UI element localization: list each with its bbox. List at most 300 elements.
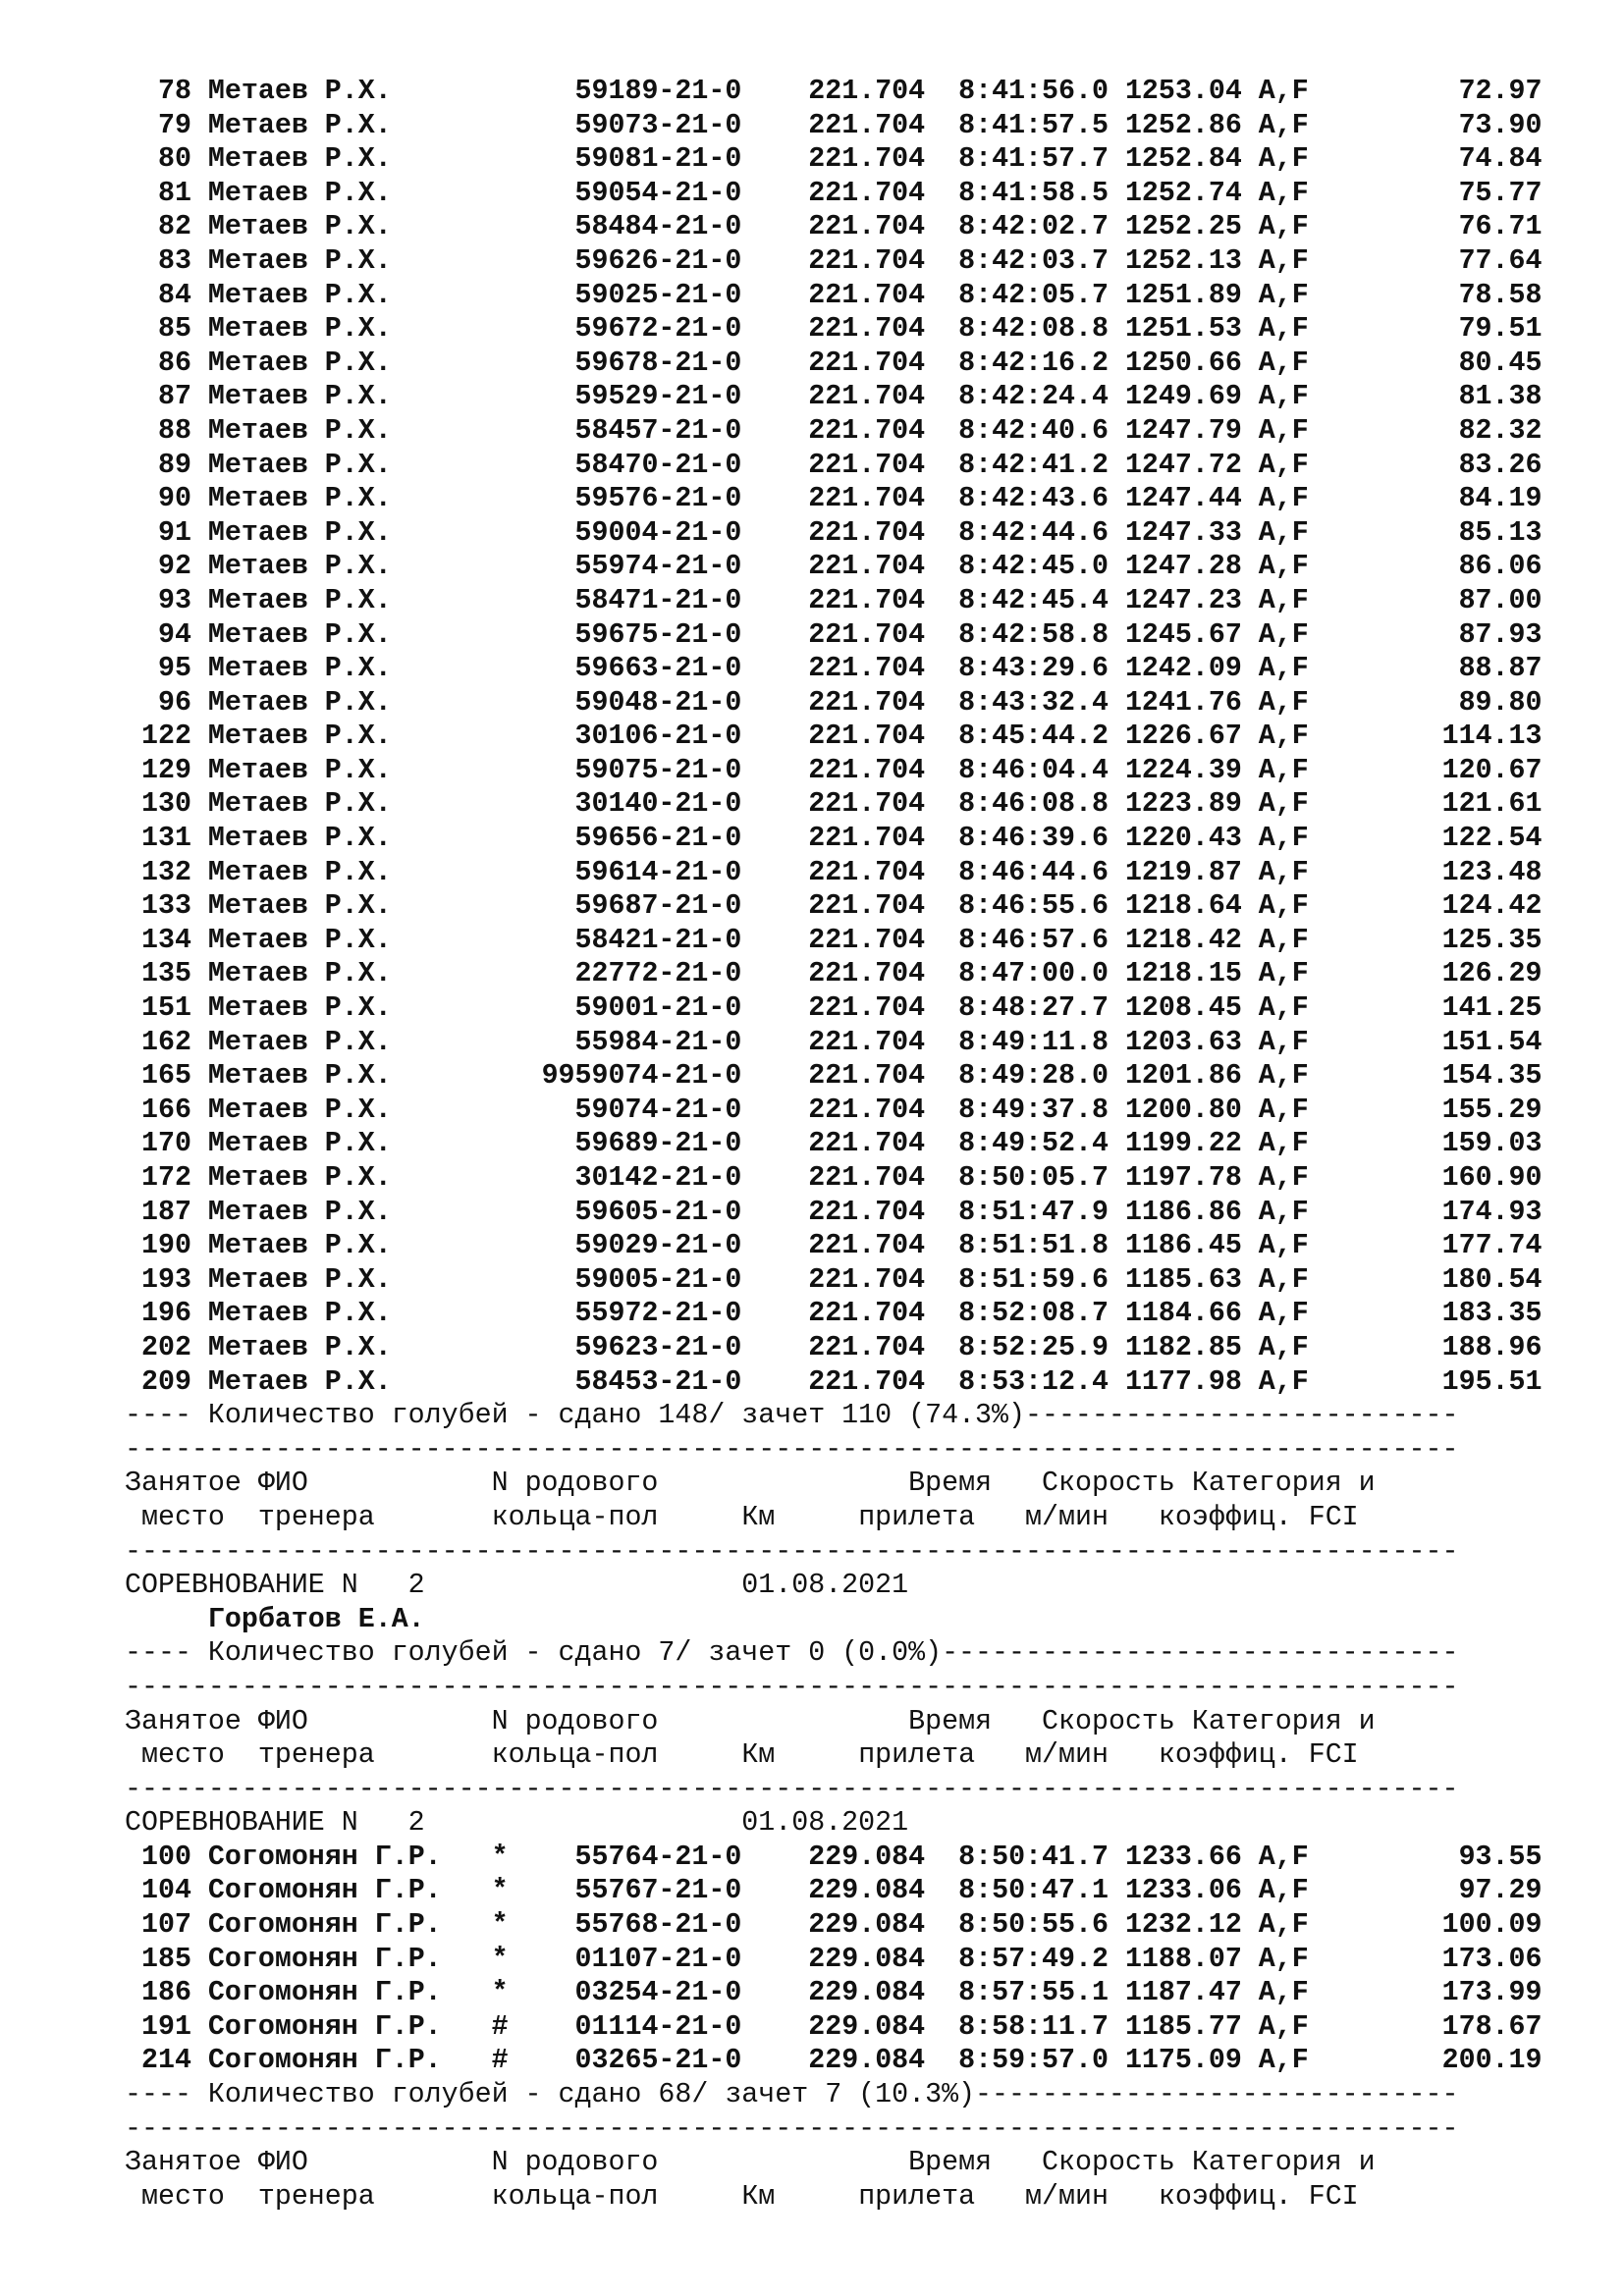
header-name-2: тренера bbox=[257, 1501, 375, 1533]
column-header-row-2 bbox=[125, 1501, 1543, 1535]
ring-number-cell: 59605-21-0 bbox=[574, 1196, 742, 1228]
trainer-name-cell: Метаев Р.Х. bbox=[207, 1230, 392, 1262]
ring-number-cell: 9959074-21-0 bbox=[541, 1060, 742, 1093]
arrival-time-cell: 8:42:08.8 bbox=[958, 313, 1109, 346]
speed-cell: 1187.47 bbox=[1124, 1977, 1242, 2009]
speed-cell: 1247.23 bbox=[1124, 584, 1242, 616]
fci-coef-cell: 124.42 bbox=[1441, 890, 1543, 923]
place-cell: 107 bbox=[140, 1909, 191, 1942]
place-cell: 86 bbox=[157, 347, 191, 379]
category-cell: A,F bbox=[1258, 1331, 1309, 1363]
trainer-name-cell: Метаев Р.Х. bbox=[207, 1094, 392, 1126]
trainer-name-cell: Метаев Р.Х. bbox=[207, 823, 392, 855]
speed-cell: 1226.67 bbox=[1124, 721, 1242, 753]
category-cell: A,F bbox=[1258, 1196, 1309, 1228]
ring-number-cell: 59576-21-0 bbox=[574, 483, 742, 515]
distance-cell: 221.704 bbox=[808, 551, 926, 583]
header-place: Занятое bbox=[125, 1705, 242, 1737]
category-cell: A,F bbox=[1258, 992, 1309, 1025]
column-header-row-2 bbox=[125, 1738, 1543, 1773]
arrival-time-cell: 8:42:02.7 bbox=[958, 211, 1109, 243]
trainer-name-cell: Метаев Р.Х. bbox=[207, 414, 392, 447]
category-cell: A,F bbox=[1258, 1943, 1309, 1975]
speed-cell: 1201.86 bbox=[1124, 1060, 1242, 1093]
distance-cell: 221.704 bbox=[808, 483, 926, 515]
category-cell: A,F bbox=[1258, 279, 1309, 311]
ring-number-cell: 59529-21-0 bbox=[574, 381, 742, 413]
ring-number-cell: 30140-21-0 bbox=[574, 788, 742, 821]
speed-cell: 1186.45 bbox=[1124, 1230, 1242, 1262]
category-cell: A,F bbox=[1258, 958, 1309, 990]
header-speed: Скорость bbox=[1042, 2147, 1175, 2179]
ring-number-cell: 55768-21-0 bbox=[574, 1909, 742, 1942]
trainer-name-cell: Метаев Р.Х. bbox=[207, 1298, 392, 1330]
ring-number-cell: 03265-21-0 bbox=[574, 2045, 742, 2077]
place-cell: 96 bbox=[157, 686, 191, 719]
speed-cell: 1200.80 bbox=[1124, 1094, 1242, 1126]
speed-cell: 1224.39 bbox=[1124, 754, 1242, 786]
arrival-time-cell: 8:50:41.7 bbox=[958, 1841, 1109, 1873]
category-cell: A,F bbox=[1258, 1977, 1309, 2009]
speed-cell: 1241.76 bbox=[1124, 686, 1242, 719]
ring-number-cell: 59025-21-0 bbox=[574, 279, 742, 311]
ring-number-cell: 58470-21-0 bbox=[574, 449, 742, 481]
arrival-time-cell: 8:46:04.4 bbox=[958, 754, 1109, 786]
table-row bbox=[125, 210, 1543, 244]
category-cell: A,F bbox=[1258, 244, 1309, 277]
distance-cell: 221.704 bbox=[808, 1331, 926, 1363]
category-cell: A,F bbox=[1258, 1841, 1309, 1873]
place-cell: 95 bbox=[157, 653, 191, 685]
category-cell: A,F bbox=[1258, 109, 1309, 141]
table-row bbox=[125, 1196, 1543, 1230]
summary-text: Количество голубей - сдано 7/ зачет 0 (0.0%) bbox=[207, 1637, 943, 1670]
competition-date: 01.08.2021 bbox=[741, 1570, 909, 1602]
ring-number-cell: 59048-21-0 bbox=[574, 686, 742, 719]
trainer-name-cell: Согомонян Г.Р. bbox=[207, 1841, 442, 1873]
trainer-name-cell: Согомонян Г.Р. bbox=[207, 1909, 442, 1942]
speed-cell: 1182.85 bbox=[1124, 1331, 1242, 1363]
ring-number-cell: 01114-21-0 bbox=[574, 2010, 742, 2043]
place-cell: 81 bbox=[157, 177, 191, 209]
place-cell: 88 bbox=[157, 414, 191, 447]
fci-coef-cell: 141.25 bbox=[1441, 992, 1543, 1025]
speed-cell: 1253.04 bbox=[1124, 76, 1242, 107]
mark-cell: # bbox=[491, 2010, 509, 2043]
distance-cell: 221.704 bbox=[808, 1128, 926, 1160]
header-speed-2: м/мин bbox=[1025, 1739, 1109, 1772]
table-row bbox=[125, 550, 1543, 584]
column-header-row-1 bbox=[125, 1467, 1543, 1501]
table-row bbox=[125, 414, 1543, 449]
header-speed-2: м/мин bbox=[1025, 2180, 1109, 2213]
category-cell: A,F bbox=[1258, 1026, 1309, 1058]
place-cell: 209 bbox=[140, 1365, 191, 1398]
arrival-time-cell: 8:51:47.9 bbox=[958, 1196, 1109, 1228]
fci-coef-cell: 180.54 bbox=[1441, 1263, 1543, 1296]
header-place: Занятое bbox=[125, 2147, 242, 2179]
distance-cell: 221.704 bbox=[808, 211, 926, 243]
header-place: Занятое bbox=[125, 1468, 242, 1500]
fci-coef-cell: 155.29 bbox=[1441, 1094, 1543, 1126]
place-cell: 170 bbox=[140, 1128, 191, 1160]
category-cell: A,F bbox=[1258, 1162, 1309, 1194]
distance-cell: 221.704 bbox=[808, 788, 926, 821]
competition-date: 01.08.2021 bbox=[741, 1807, 909, 1840]
category-cell: A,F bbox=[1258, 823, 1309, 855]
fci-coef-cell: 123.48 bbox=[1441, 856, 1543, 888]
speed-cell: 1232.12 bbox=[1124, 1909, 1242, 1942]
place-cell: 87 bbox=[157, 381, 191, 413]
ring-number-cell: 55972-21-0 bbox=[574, 1298, 742, 1330]
header-time-2: прилета bbox=[858, 2180, 976, 2213]
trainer-name-cell: Метаев Р.Х. bbox=[207, 721, 392, 753]
speed-cell: 1197.78 bbox=[1124, 1162, 1242, 1194]
trainer-name-cell: Метаев Р.Х. bbox=[207, 1196, 392, 1228]
arrival-time-cell: 8:41:57.7 bbox=[958, 143, 1109, 176]
table-row bbox=[125, 1331, 1543, 1365]
trainer-name-cell: Метаев Р.Х. bbox=[207, 1365, 392, 1398]
table-row bbox=[125, 1263, 1543, 1298]
fci-coef-cell: 75.77 bbox=[1458, 177, 1543, 209]
distance-cell: 221.704 bbox=[808, 1196, 926, 1228]
fci-coef-cell: 183.35 bbox=[1441, 1298, 1543, 1330]
category-cell: A,F bbox=[1258, 1128, 1309, 1160]
arrival-time-cell: 8:47:00.0 bbox=[958, 958, 1109, 990]
fci-coef-cell: 200.19 bbox=[1441, 2045, 1543, 2077]
category-cell: A,F bbox=[1258, 856, 1309, 888]
arrival-time-cell: 8:51:51.8 bbox=[958, 1230, 1109, 1262]
category-cell: A,F bbox=[1258, 76, 1309, 107]
place-cell: 94 bbox=[157, 618, 191, 651]
speed-cell: 1247.28 bbox=[1124, 551, 1242, 583]
trainer-name-cell: Метаев Р.Х. bbox=[207, 1263, 392, 1296]
fci-coef-cell: 86.06 bbox=[1458, 551, 1543, 583]
fci-coef-cell: 81.38 bbox=[1458, 381, 1543, 413]
distance-cell: 221.704 bbox=[808, 992, 926, 1025]
arrival-time-cell: 8:42:45.4 bbox=[958, 584, 1109, 616]
category-cell: A,F bbox=[1258, 721, 1309, 753]
header-name: ФИО bbox=[257, 2147, 308, 2179]
category-cell: A,F bbox=[1258, 1875, 1309, 1907]
category-cell: A,F bbox=[1258, 347, 1309, 379]
ring-number-cell: 22772-21-0 bbox=[574, 958, 742, 990]
place-cell: 78 bbox=[157, 76, 191, 107]
category-cell: A,F bbox=[1258, 449, 1309, 481]
fci-coef-cell: 126.29 bbox=[1441, 958, 1543, 990]
speed-cell: 1247.44 bbox=[1124, 483, 1242, 515]
distance-cell: 221.704 bbox=[808, 1060, 926, 1093]
ring-number-cell: 59189-21-0 bbox=[574, 76, 742, 107]
arrival-time-cell: 8:43:29.6 bbox=[958, 653, 1109, 685]
trainer-name-cell: Метаев Р.Х. bbox=[207, 618, 392, 651]
trainer-name-cell: Метаев Р.Х. bbox=[207, 754, 392, 786]
fci-coef-cell: 77.64 bbox=[1458, 244, 1543, 277]
distance-cell: 221.704 bbox=[808, 618, 926, 651]
category-cell: A,F bbox=[1258, 1263, 1309, 1296]
place-cell: 104 bbox=[140, 1875, 191, 1907]
trainer-name-cell: Метаев Р.Х. bbox=[207, 1128, 392, 1160]
header-speed: Скорость bbox=[1042, 1705, 1175, 1737]
distance-cell: 221.704 bbox=[808, 177, 926, 209]
fci-coef-cell: 173.06 bbox=[1441, 1943, 1543, 1975]
column-header-row-1 bbox=[125, 2146, 1543, 2180]
trainer-name-cell: Согомонян Г.Р. bbox=[207, 1875, 442, 1907]
arrival-time-cell: 8:41:56.0 bbox=[958, 76, 1109, 107]
summary-line: ---- Количество голубей - сдано 148/ зачет 110 (74.3%)-------------------------- bbox=[125, 1400, 1459, 1432]
table-row bbox=[125, 312, 1543, 347]
distance-cell: 221.704 bbox=[808, 924, 926, 956]
table-row bbox=[125, 1365, 1543, 1400]
place-cell: 130 bbox=[140, 788, 191, 821]
arrival-time-cell: 8:52:25.9 bbox=[958, 1331, 1109, 1363]
table-row bbox=[125, 889, 1543, 924]
speed-cell: 1250.66 bbox=[1124, 347, 1242, 379]
arrival-time-cell: 8:46:57.6 bbox=[958, 924, 1109, 956]
separator: -------------------------------------------------------------------------------- bbox=[125, 1671, 1459, 1703]
distance-cell: 221.704 bbox=[808, 653, 926, 685]
trainer-name-cell: Метаев Р.Х. bbox=[207, 924, 392, 956]
table-row bbox=[125, 1874, 1543, 1908]
table-row bbox=[125, 1161, 1543, 1196]
arrival-time-cell: 8:42:43.6 bbox=[958, 483, 1109, 515]
arrival-time-cell: 8:49:11.8 bbox=[958, 1026, 1109, 1058]
category-cell: A,F bbox=[1258, 754, 1309, 786]
arrival-time-cell: 8:42:05.7 bbox=[958, 279, 1109, 311]
trainer-name-cell: Метаев Р.Х. bbox=[207, 653, 392, 685]
speed-cell: 1185.77 bbox=[1124, 2010, 1242, 2043]
trainer-name-cell: Метаев Р.Х. bbox=[207, 313, 392, 346]
mark-cell: # bbox=[491, 2045, 509, 2077]
fci-coef-cell: 76.71 bbox=[1458, 211, 1543, 243]
fci-coef-cell: 100.09 bbox=[1441, 1909, 1543, 1942]
arrival-time-cell: 8:50:55.6 bbox=[958, 1909, 1109, 1942]
header-category: Категория и bbox=[1191, 1468, 1376, 1500]
header-place-2: место bbox=[140, 2180, 225, 2213]
table-row bbox=[125, 1908, 1543, 1943]
trainer-name-cell: Метаев Р.Х. bbox=[207, 992, 392, 1025]
mark-cell: * bbox=[491, 1841, 509, 1873]
arrival-time-cell: 8:49:37.8 bbox=[958, 1094, 1109, 1126]
fci-coef-cell: 93.55 bbox=[1458, 1841, 1543, 1873]
fci-coef-cell: 74.84 bbox=[1458, 143, 1543, 176]
speed-cell: 1233.06 bbox=[1124, 1875, 1242, 1907]
ring-number-cell: 59678-21-0 bbox=[574, 347, 742, 379]
arrival-time-cell: 8:51:59.6 bbox=[958, 1263, 1109, 1296]
mark-cell: * bbox=[491, 1909, 509, 1942]
place-cell: 84 bbox=[157, 279, 191, 311]
distance-cell: 229.084 bbox=[808, 2010, 926, 2043]
place-cell: 100 bbox=[140, 1841, 191, 1873]
place-cell: 79 bbox=[157, 109, 191, 141]
trainer-name-cell: Метаев Р.Х. bbox=[207, 279, 392, 311]
table-row bbox=[125, 720, 1543, 754]
ring-number-cell: 58457-21-0 bbox=[574, 414, 742, 447]
column-header-row-1 bbox=[125, 1705, 1543, 1739]
place-cell: 129 bbox=[140, 754, 191, 786]
arrival-time-cell: 8:42:41.2 bbox=[958, 449, 1109, 481]
distance-cell: 221.704 bbox=[808, 1026, 926, 1058]
trainer-name-cell: Метаев Р.Х. bbox=[207, 516, 392, 549]
table-row bbox=[125, 1026, 1543, 1060]
trainer-name-cell: Согомонян Г.Р. bbox=[207, 1943, 442, 1975]
category-cell: A,F bbox=[1258, 313, 1309, 346]
header-category-2: коэффиц. FCI bbox=[1158, 1739, 1359, 1772]
ring-number-cell: 59075-21-0 bbox=[574, 754, 742, 786]
category-cell: A,F bbox=[1258, 177, 1309, 209]
table-row bbox=[125, 244, 1543, 279]
table-row bbox=[125, 2044, 1543, 2078]
table-row bbox=[125, 1127, 1543, 1161]
ring-number-cell: 59626-21-0 bbox=[574, 244, 742, 277]
trainer-name-cell: Метаев Р.Х. bbox=[207, 856, 392, 888]
speed-cell: 1208.45 bbox=[1124, 992, 1242, 1025]
speed-cell: 1184.66 bbox=[1124, 1298, 1242, 1330]
arrival-time-cell: 8:52:08.7 bbox=[958, 1298, 1109, 1330]
ring-number-cell: 59687-21-0 bbox=[574, 890, 742, 923]
category-cell: A,F bbox=[1258, 584, 1309, 616]
column-header-row-2 bbox=[125, 2180, 1543, 2215]
competition-name: СОРЕВНОВАНИЕ N 2 bbox=[125, 1807, 425, 1840]
header-category: Категория и bbox=[1191, 1705, 1376, 1737]
place-cell: 122 bbox=[140, 721, 191, 753]
trainer-name-cell: Метаев Р.Х. bbox=[207, 347, 392, 379]
fci-coef-cell: 188.96 bbox=[1441, 1331, 1543, 1363]
table-row bbox=[125, 482, 1543, 516]
place-cell: 82 bbox=[157, 211, 191, 243]
trainer-name-cell: Метаев Р.Х. bbox=[207, 958, 392, 990]
trainer-name-cell: Метаев Р.Х. bbox=[207, 143, 392, 176]
fci-coef-cell: 89.80 bbox=[1458, 686, 1543, 719]
arrival-time-cell: 8:49:28.0 bbox=[958, 1060, 1109, 1093]
place-cell: 166 bbox=[140, 1094, 191, 1126]
arrival-time-cell: 8:42:16.2 bbox=[958, 347, 1109, 379]
trainer-name-cell: Метаев Р.Х. bbox=[207, 76, 392, 107]
arrival-time-cell: 8:46:55.6 bbox=[958, 890, 1109, 923]
results-report bbox=[125, 75, 1543, 2214]
ring-number-cell: 59001-21-0 bbox=[574, 992, 742, 1025]
fci-coef-cell: 84.19 bbox=[1458, 483, 1543, 515]
category-cell: A,F bbox=[1258, 1909, 1309, 1942]
ring-number-cell: 55974-21-0 bbox=[574, 551, 742, 583]
trainer-name-cell: Согомонян Г.Р. bbox=[207, 2010, 442, 2043]
fci-coef-cell: 88.87 bbox=[1458, 653, 1543, 685]
mark-cell: * bbox=[491, 1943, 509, 1975]
distance-cell: 221.704 bbox=[808, 754, 926, 786]
fci-coef-cell: 121.61 bbox=[1441, 788, 1543, 821]
speed-cell: 1218.64 bbox=[1124, 890, 1242, 923]
place-cell: 83 bbox=[157, 244, 191, 277]
ring-number-cell: 59663-21-0 bbox=[574, 653, 742, 685]
category-cell: A,F bbox=[1258, 483, 1309, 515]
fci-coef-cell: 72.97 bbox=[1458, 76, 1543, 107]
ring-number-cell: 59656-21-0 bbox=[574, 823, 742, 855]
table-row bbox=[125, 584, 1543, 618]
ring-number-cell: 59073-21-0 bbox=[574, 109, 742, 141]
arrival-time-cell: 8:45:44.2 bbox=[958, 721, 1109, 753]
table-row bbox=[125, 380, 1543, 414]
header-time: Время bbox=[908, 2147, 993, 2179]
fci-coef-cell: 195.51 bbox=[1441, 1365, 1543, 1398]
fci-coef-cell: 178.67 bbox=[1441, 2010, 1543, 2043]
arrival-time-cell: 8:59:57.0 bbox=[958, 2045, 1109, 2077]
distance-cell: 221.704 bbox=[808, 721, 926, 753]
trainer-name-cell: Метаев Р.Х. bbox=[207, 109, 392, 141]
category-cell: A,F bbox=[1258, 686, 1309, 719]
ring-number-cell: 59675-21-0 bbox=[574, 618, 742, 651]
arrival-time-cell: 8:43:32.4 bbox=[958, 686, 1109, 719]
place-cell: 165 bbox=[140, 1060, 191, 1093]
distance-cell: 221.704 bbox=[808, 244, 926, 277]
speed-cell: 1218.42 bbox=[1124, 924, 1242, 956]
fci-coef-cell: 159.03 bbox=[1441, 1128, 1543, 1160]
place-cell: 89 bbox=[157, 449, 191, 481]
place-cell: 133 bbox=[140, 890, 191, 923]
table-row bbox=[125, 957, 1543, 991]
header-km: Км bbox=[741, 1501, 776, 1533]
fci-coef-cell: 87.93 bbox=[1458, 618, 1543, 651]
ring-number-cell: 59054-21-0 bbox=[574, 177, 742, 209]
table-row bbox=[125, 279, 1543, 313]
table-row bbox=[125, 1976, 1543, 2010]
distance-cell: 221.704 bbox=[808, 686, 926, 719]
speed-cell: 1252.86 bbox=[1124, 109, 1242, 141]
fci-coef-cell: 114.13 bbox=[1441, 721, 1543, 753]
place-cell: 172 bbox=[140, 1162, 191, 1194]
table-row bbox=[125, 1059, 1543, 1094]
distance-cell: 221.704 bbox=[808, 1365, 926, 1398]
distance-cell: 221.704 bbox=[808, 856, 926, 888]
ring-number-cell: 01107-21-0 bbox=[574, 1943, 742, 1975]
speed-cell: 1247.79 bbox=[1124, 414, 1242, 447]
place-cell: 90 bbox=[157, 483, 191, 515]
category-cell: A,F bbox=[1258, 653, 1309, 685]
header-ring: N родового bbox=[491, 2147, 659, 2179]
table-row bbox=[125, 177, 1543, 211]
distance-cell: 221.704 bbox=[808, 143, 926, 176]
arrival-time-cell: 8:57:49.2 bbox=[958, 1943, 1109, 1975]
table-row bbox=[125, 856, 1543, 890]
header-ring-2: кольца-пол bbox=[491, 1501, 659, 1533]
distance-cell: 221.704 bbox=[808, 1094, 926, 1126]
category-cell: A,F bbox=[1258, 1094, 1309, 1126]
ring-number-cell: 59005-21-0 bbox=[574, 1263, 742, 1296]
fci-coef-cell: 154.35 bbox=[1441, 1060, 1543, 1093]
speed-cell: 1247.33 bbox=[1124, 516, 1242, 549]
speed-cell: 1251.53 bbox=[1124, 313, 1242, 346]
arrival-time-cell: 8:42:44.6 bbox=[958, 516, 1109, 549]
table-row bbox=[125, 1094, 1543, 1128]
table-row bbox=[125, 754, 1543, 788]
header-category-2: коэффиц. FCI bbox=[1158, 1501, 1359, 1533]
arrival-time-cell: 8:46:44.6 bbox=[958, 856, 1109, 888]
ring-number-cell: 59081-21-0 bbox=[574, 143, 742, 176]
trainer-name-cell: Метаев Р.Х. bbox=[207, 1331, 392, 1363]
trainer-name-cell: Метаев Р.Х. bbox=[207, 483, 392, 515]
trainer-name-cell: Метаев Р.Х. bbox=[207, 1026, 392, 1058]
arrival-time-cell: 8:42:58.8 bbox=[958, 618, 1109, 651]
ring-number-cell: 59004-21-0 bbox=[574, 516, 742, 549]
table-row bbox=[125, 1297, 1543, 1331]
competition-title bbox=[125, 1569, 1543, 1603]
trainer-name-cell: Метаев Р.Х. bbox=[207, 449, 392, 481]
arrival-time-cell: 8:58:11.7 bbox=[958, 2010, 1109, 2043]
fci-coef-cell: 85.13 bbox=[1458, 516, 1543, 549]
arrival-time-cell: 8:42:40.6 bbox=[958, 414, 1109, 447]
ring-number-cell: 30142-21-0 bbox=[574, 1162, 742, 1194]
fci-coef-cell: 173.99 bbox=[1441, 1977, 1543, 2009]
place-cell: 131 bbox=[140, 823, 191, 855]
